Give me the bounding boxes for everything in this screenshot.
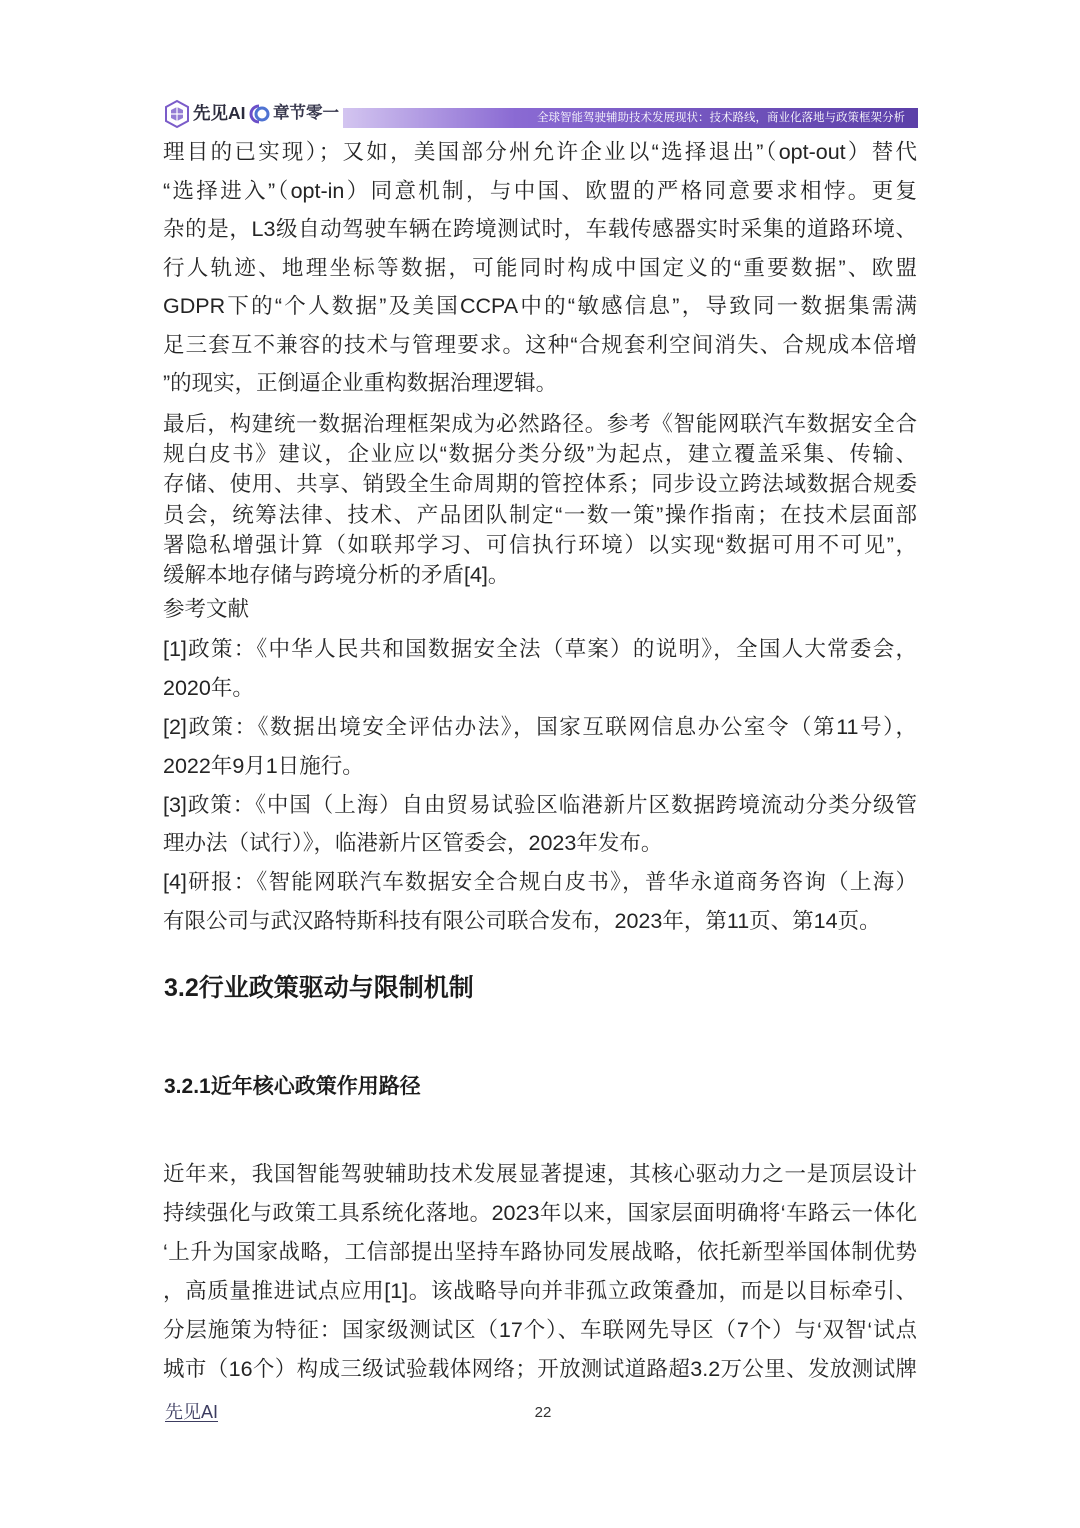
paragraph-line: 缓解本地存储与跨境分析的矛盾[4]。 xyxy=(163,562,510,587)
references-title-text: 参考文献 xyxy=(163,597,250,621)
paragraph-line: 存储、使用、共享、销毁全生命周期的管控体系；同步设立跨法域数据合规委 xyxy=(163,472,917,497)
paragraph-line: “选择进入”（opt-in）同意机制，与中国、欧盟的严格同意要求相悖。更复 xyxy=(163,178,917,203)
zhangjie-logo-icon xyxy=(246,102,272,126)
paragraph-line: ，高质量推进试点应用[1]。该战略导向并非孤立政策叠加，而是以目标牵引、 xyxy=(163,1278,917,1303)
reference-line: 理办法（试行）》，临港新片区管委会，2023年发布。 xyxy=(163,831,663,856)
paragraph-line: 规白皮书》建议，企业应以“数据分类分级”为起点，建立覆盖采集、传输、 xyxy=(163,442,917,467)
reference-line: 2020年。 xyxy=(163,675,254,700)
paragraph-line: 行人轨迹、地理坐标等数据，可能同时构成中国定义的“重要数据”、欧盟 xyxy=(163,255,917,280)
xianjian-logo-icon xyxy=(163,99,191,129)
reference-line: [3]政策：《中国（上海）自由贸易试验区临港新片区数据跨境流动分类分级管 xyxy=(163,792,917,817)
reference-line: [2]政策：《数据出境安全评估办法》，国家互联网信息办公室令（第11号）， xyxy=(163,714,917,739)
paragraph-line: 城市（16个）构成三级试验载体网络；开放测试道路超3.2万公里、发放测试牌 xyxy=(163,1356,917,1381)
reference-line: 有限公司与武汉路特斯科技有限公司联合发布，2023年，第11页、第14页。 xyxy=(163,909,881,934)
references-list xyxy=(163,630,917,941)
reference-line: 2022年9月1日施行。 xyxy=(163,753,364,778)
header-banner-title: 全球智能驾驶辅助技术发展现状：技术路线，商业化落地与政策框架分析 xyxy=(537,112,905,124)
reference-item xyxy=(163,863,917,941)
reference-line: [4]研报：《智能网联汽车数据安全合规白皮书》，普华永道商务咨询（上海） xyxy=(163,870,917,895)
paragraph-line: ”的现实，正倒逼企业重构数据治理逻辑。 xyxy=(163,371,558,395)
reference-item xyxy=(163,786,917,864)
zhangjie-logo-text: 章节零一 xyxy=(273,104,339,122)
section-heading: 3.2行业政策驱动与限制机制 xyxy=(164,974,474,1002)
paragraph-line: 近年来，我国智能驾驶辅助技术发展显著提速，其核心驱动力之一是顶层设计 xyxy=(163,1161,917,1186)
reference-item xyxy=(163,708,917,786)
footer-brand: 先见AI xyxy=(165,1402,219,1422)
xianjian-logo-text: 先见AI xyxy=(193,103,246,123)
paragraph-line: 理目的已实现）；又如，美国部分州允许企业以“选择退出”（opt-out）替代 xyxy=(163,140,917,164)
paragraph-line: 分层施策为特征：国家级测试区（17个）、车联网先导区（7个）与‘双智‘试点 xyxy=(163,1317,917,1342)
paragraph-1 xyxy=(163,133,917,403)
paragraph-line: 持续强化与政策工具系统化落地。2023年以来，国家层面明确将‘车路云一体化 xyxy=(163,1200,917,1225)
reference-item xyxy=(163,630,917,708)
paragraph-line: GDPR下的“个人数据”及美国CCPA中的“敏感信息”，导致同一数据集需满 xyxy=(163,294,917,318)
references-title xyxy=(163,590,917,628)
paragraph-line: 员会，统筹法律、技术、产品团队制定“一数一策”操作指南；在技术层面部 xyxy=(163,502,917,527)
paragraph-line: 足三套互不兼容的技术与管理要求。这种“合规套利空间消失、合规成本倍增 xyxy=(163,332,917,357)
paragraph-line: 最后，构建统一数据治理框架成为必然路径。参考《智能网联汽车数据安全合 xyxy=(163,412,917,436)
paragraph-line: ‘上升为国家战略，工信部提出坚持车路协同发展战略，依托新型举国体制优势 xyxy=(163,1239,917,1264)
paragraph-3 xyxy=(163,1155,917,1389)
page-number: 22 xyxy=(534,1404,552,1421)
paragraph-line: 署隐私增强计算（如联邦学习、可信执行环境）以实现“数据可用不可见”， xyxy=(163,532,917,557)
paragraph-2 xyxy=(163,409,917,590)
reference-line: [1]政策：《中华人民共和国数据安全法（草案）的说明》，全国人大常委会， xyxy=(163,637,917,661)
paragraph-line: 杂的是，L3级自动驾驶车辆在跨境测试时，车载传感器实时采集的道路环境、 xyxy=(163,217,917,241)
subsection-heading: 3.2.1近年核心政策作用路径 xyxy=(164,1075,421,1098)
header-banner xyxy=(343,108,918,128)
